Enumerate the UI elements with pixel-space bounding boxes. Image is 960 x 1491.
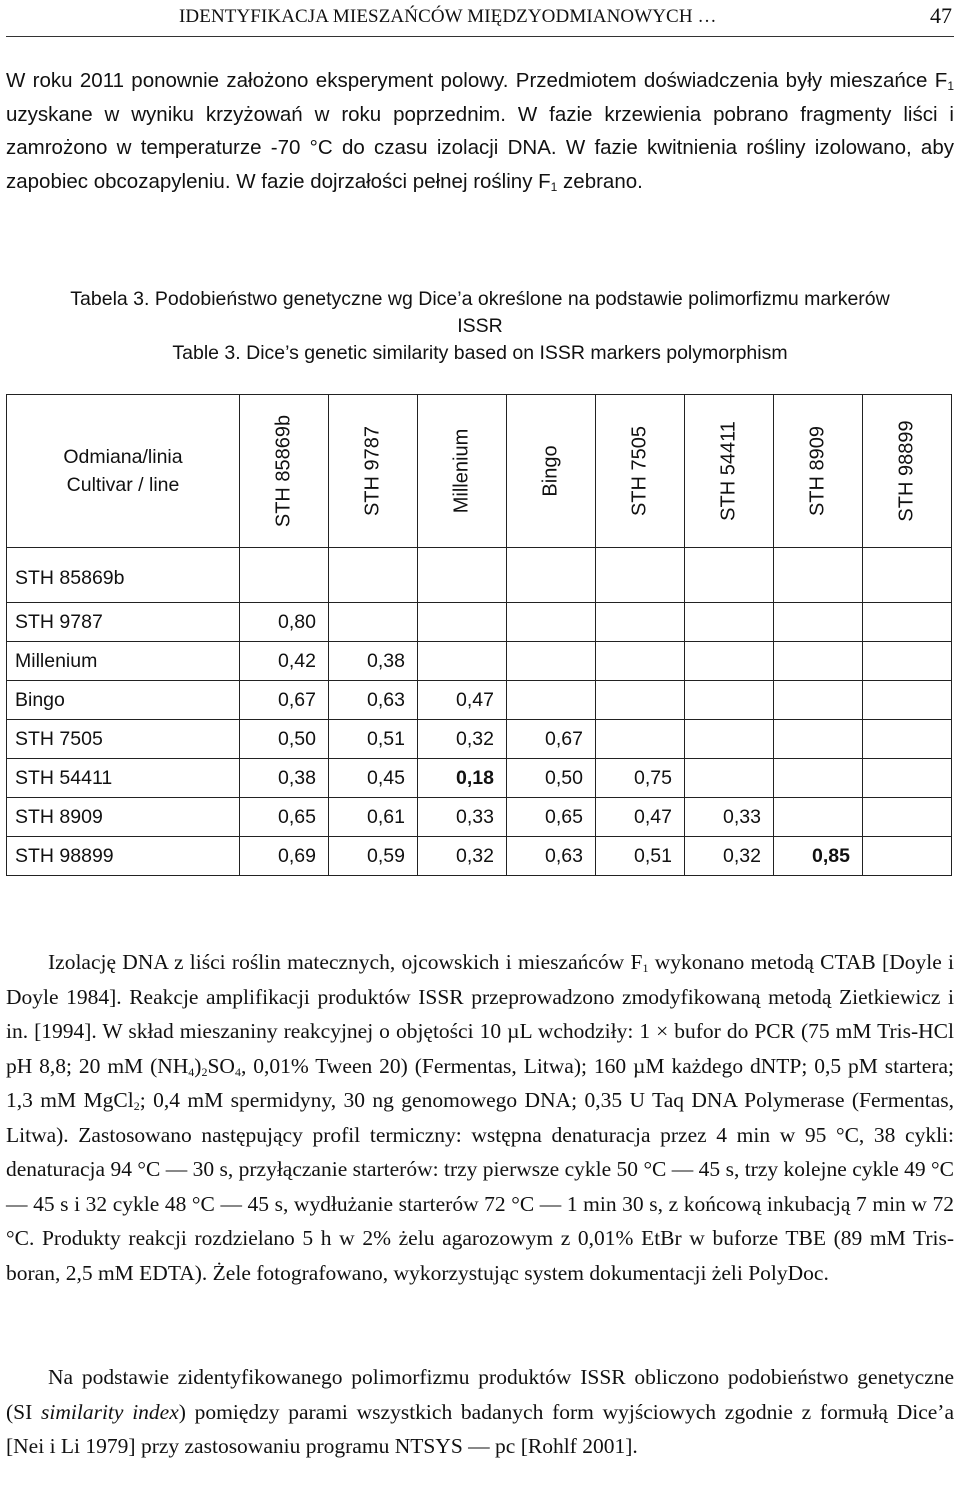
empty-cell bbox=[774, 759, 863, 798]
empty-cell bbox=[418, 603, 507, 642]
empty-cell bbox=[863, 720, 952, 759]
empty-cell bbox=[863, 642, 952, 681]
intro-paragraph bbox=[6, 64, 954, 198]
methods-text-4: SO bbox=[207, 1053, 235, 1078]
empty-cell bbox=[507, 642, 596, 681]
table-row bbox=[7, 603, 952, 642]
similarity-value: 0,18 bbox=[418, 759, 507, 798]
column-header-label: Millenium bbox=[450, 428, 473, 514]
empty-cell bbox=[329, 603, 418, 642]
similarity-value: 0,45 bbox=[329, 759, 418, 798]
row-label: STH 8909 bbox=[7, 798, 240, 837]
column-header bbox=[863, 395, 952, 548]
similarity-value: 0,38 bbox=[329, 642, 418, 681]
empty-cell bbox=[863, 837, 952, 876]
table-row bbox=[7, 759, 952, 798]
similarity-value: 0,61 bbox=[329, 798, 418, 837]
empty-cell bbox=[863, 759, 952, 798]
final-text-1: Na podstawie zidentyfikowanego polimorfizmu produktów ISSR obliczono podobieństwo genetyczne (SI bbox=[6, 1365, 954, 1424]
methods-text-2: wykonano metodą CTAB [Doyle i Doyle 1984]. Reakcje amplifikacji produktów ISSR przeprowadzono zmodyfikowaną metodą Zietkiewicz i in. [1994]. W skład mieszaniny reakcyjnej o objętości 10 µL wchodziły: 1 × bufor do PCR (75 mM Tris-HCl pH 8,8; 20 mM (NH bbox=[6, 950, 954, 1078]
column-header-label: STH 85869b bbox=[272, 414, 295, 528]
empty-cell bbox=[329, 548, 418, 603]
empty-cell bbox=[240, 548, 329, 603]
empty-cell bbox=[774, 798, 863, 837]
empty-cell bbox=[774, 603, 863, 642]
similarity-value: 0,65 bbox=[240, 798, 329, 837]
empty-cell bbox=[418, 548, 507, 603]
similarity-value: 0,47 bbox=[418, 681, 507, 720]
row-label: STH 98899 bbox=[7, 837, 240, 876]
empty-cell bbox=[863, 681, 952, 720]
column-header bbox=[774, 395, 863, 548]
table-row bbox=[7, 681, 952, 720]
table-row bbox=[7, 798, 952, 837]
similarity-value: 0,50 bbox=[240, 720, 329, 759]
row-label: Bingo bbox=[7, 681, 240, 720]
table-caption-pl: Tabela 3. Podobieństwo genetyczne wg Dice’a określone na podstawie polimorfizmu markerów bbox=[70, 288, 890, 310]
empty-cell bbox=[596, 720, 685, 759]
empty-cell bbox=[685, 759, 774, 798]
row-label: STH 85869b bbox=[7, 548, 240, 603]
empty-cell bbox=[863, 603, 952, 642]
row-label: STH 9787 bbox=[7, 603, 240, 642]
column-header bbox=[596, 395, 685, 548]
column-header-label: STH 54411 bbox=[717, 421, 740, 521]
empty-cell bbox=[863, 548, 952, 603]
empty-cell bbox=[507, 548, 596, 603]
corner-header-en: Cultivar / line bbox=[66, 474, 180, 496]
similarity-value: 0,65 bbox=[507, 798, 596, 837]
methods-sub-4: 4 bbox=[234, 1064, 241, 1079]
final-paragraph bbox=[6, 1360, 954, 1464]
intro-sub-2: 1 bbox=[550, 179, 558, 194]
empty-cell bbox=[685, 681, 774, 720]
corner-header bbox=[7, 395, 240, 548]
row-label: STH 7505 bbox=[7, 720, 240, 759]
methods-sub-2: 4 bbox=[188, 1064, 195, 1079]
similarity-value: 0,42 bbox=[240, 642, 329, 681]
methods-text-1: Izolację DNA z liści roślin matecznych, ojcowskich i mieszańców F bbox=[48, 950, 643, 974]
similarity-value: 0,67 bbox=[240, 681, 329, 720]
empty-cell bbox=[685, 603, 774, 642]
intro-sub-1: 1 bbox=[947, 79, 954, 93]
similarity-value: 0,80 bbox=[240, 603, 329, 642]
table-body bbox=[7, 548, 952, 876]
page-number: 47 bbox=[930, 3, 952, 28]
empty-cell bbox=[685, 720, 774, 759]
similarity-value: 0,85 bbox=[774, 837, 863, 876]
methods-text-6: ; 0,4 mM spermidyny, 30 ng genomowego DNA; 0,35 U Taq DNA Polymerase (Fermentas, Litwa). Zastosowano następujący profil termiczny: wstępna denaturacja przez 4 min w 95 °C, 38 cykli: denaturacja 94 °C — 30 s, przyłączanie starterów: trzy pierwsze cykle 50 °C — 45 s, trzy kolejne cykle 49 °C — 45 s i 32 cykle 48 °C — 45 s, wydłużanie starterów 72 °C — 1 min 30 s, z końcową inkubacją 7 min w 72 °C. Produkty reakcji rozdzielano 5 h w 2% żelu agarozowym z 0,01% EtBr w buforze TBE (89 mM Tris-boran, 2,5 mM EDTA). Żele fotografowano, wykorzystując system dokumentacji żeli PolyDoc. bbox=[6, 1088, 954, 1285]
column-header-label: Bingo bbox=[539, 445, 562, 497]
final-text-2: ) pomiędzy parami wszystkich badanych form wyjściowych zgodnie z formułą Dice’a [Nei i Li 1979] przy zastosowaniu programu NTSYS — pc [Rohlf 2001]. bbox=[6, 1399, 955, 1458]
empty-cell bbox=[507, 681, 596, 720]
column-header-label: STH 9787 bbox=[361, 425, 384, 517]
table-row bbox=[7, 548, 952, 603]
similarity-value: 0,33 bbox=[685, 798, 774, 837]
row-label: STH 54411 bbox=[7, 759, 240, 798]
similarity-value: 0,59 bbox=[329, 837, 418, 876]
intro-text-1: W roku 2011 ponownie założono eksperyment polowy. Przedmiotem doświadczenia były mieszańce F bbox=[6, 69, 948, 92]
similarity-value: 0,50 bbox=[507, 759, 596, 798]
empty-cell bbox=[418, 642, 507, 681]
methods-sub-1: 1 bbox=[642, 961, 649, 975]
similarity-value: 0,32 bbox=[418, 837, 507, 876]
table-row bbox=[7, 720, 952, 759]
methods-sub-5: 2 bbox=[133, 1099, 140, 1113]
table-caption-pl-cont: ISSR bbox=[457, 315, 503, 337]
methods-paragraph bbox=[6, 945, 954, 1290]
methods-sub-3: 2 bbox=[201, 1064, 208, 1079]
similarity-value: 0,47 bbox=[596, 798, 685, 837]
column-header-label: STH 7505 bbox=[628, 425, 651, 517]
similarity-table bbox=[6, 394, 952, 876]
similarity-value: 0,67 bbox=[507, 720, 596, 759]
similarity-value: 0,69 bbox=[240, 837, 329, 876]
empty-cell bbox=[596, 642, 685, 681]
column-header bbox=[240, 395, 329, 548]
similarity-value: 0,63 bbox=[507, 837, 596, 876]
intro-text-3: zebrano. bbox=[557, 169, 643, 193]
similarity-value: 0,75 bbox=[596, 759, 685, 798]
similarity-value: 0,38 bbox=[240, 759, 329, 798]
column-header-label: STH 98899 bbox=[895, 420, 918, 522]
similarity-value: 0,33 bbox=[418, 798, 507, 837]
empty-cell bbox=[863, 798, 952, 837]
column-header-label: STH 8909 bbox=[806, 425, 829, 517]
empty-cell bbox=[774, 681, 863, 720]
column-header bbox=[418, 395, 507, 548]
empty-cell bbox=[507, 603, 596, 642]
similarity-value: 0,32 bbox=[685, 837, 774, 876]
empty-cell bbox=[774, 720, 863, 759]
empty-cell bbox=[685, 548, 774, 603]
table-row bbox=[7, 837, 952, 876]
methods-text-5: , 0,01% Tween 20) (Fermentas, Litwa); 160 µM każdego dNTP; 0,5 pM startera; 1,3 mM MgCl bbox=[6, 1053, 954, 1112]
empty-cell bbox=[596, 603, 685, 642]
similarity-value: 0,63 bbox=[329, 681, 418, 720]
empty-cell bbox=[774, 548, 863, 603]
similarity-value: 0,51 bbox=[329, 720, 418, 759]
similarity-value: 0,51 bbox=[596, 837, 685, 876]
intro-text-2: uzyskane w wyniku krzyżowań w roku poprzednim. W fazie krzewienia pobrano fragmenty liści i zamrożono w temperaturze -70 °C do czasu izolacji DNA. W fazie kwitnienia rośliny izolowano, aby zapobiec obcozapyleniu. W fazie dojrzałości pełnej rośliny F bbox=[6, 102, 954, 193]
column-header bbox=[685, 395, 774, 548]
methods-text-3: ) bbox=[194, 1053, 202, 1078]
column-header bbox=[329, 395, 418, 548]
empty-cell bbox=[685, 642, 774, 681]
running-title: IDENTYFIKACJA MIESZAŃCÓW MIĘDZYODMIANOWYCH … bbox=[179, 6, 717, 27]
empty-cell bbox=[774, 642, 863, 681]
column-header bbox=[507, 395, 596, 548]
table-header-row bbox=[7, 395, 952, 548]
corner-header-pl: Odmiana/linia bbox=[63, 446, 183, 468]
empty-cell bbox=[596, 681, 685, 720]
empty-cell bbox=[596, 548, 685, 603]
table-row bbox=[7, 642, 952, 681]
table-caption-en: Table 3. Dice’s genetic similarity based on ISSR markers polymorphism bbox=[172, 342, 788, 364]
row-label: Millenium bbox=[7, 642, 240, 681]
final-italic: similarity index bbox=[41, 1399, 179, 1424]
similarity-value: 0,32 bbox=[418, 720, 507, 759]
running-header bbox=[6, 0, 954, 37]
